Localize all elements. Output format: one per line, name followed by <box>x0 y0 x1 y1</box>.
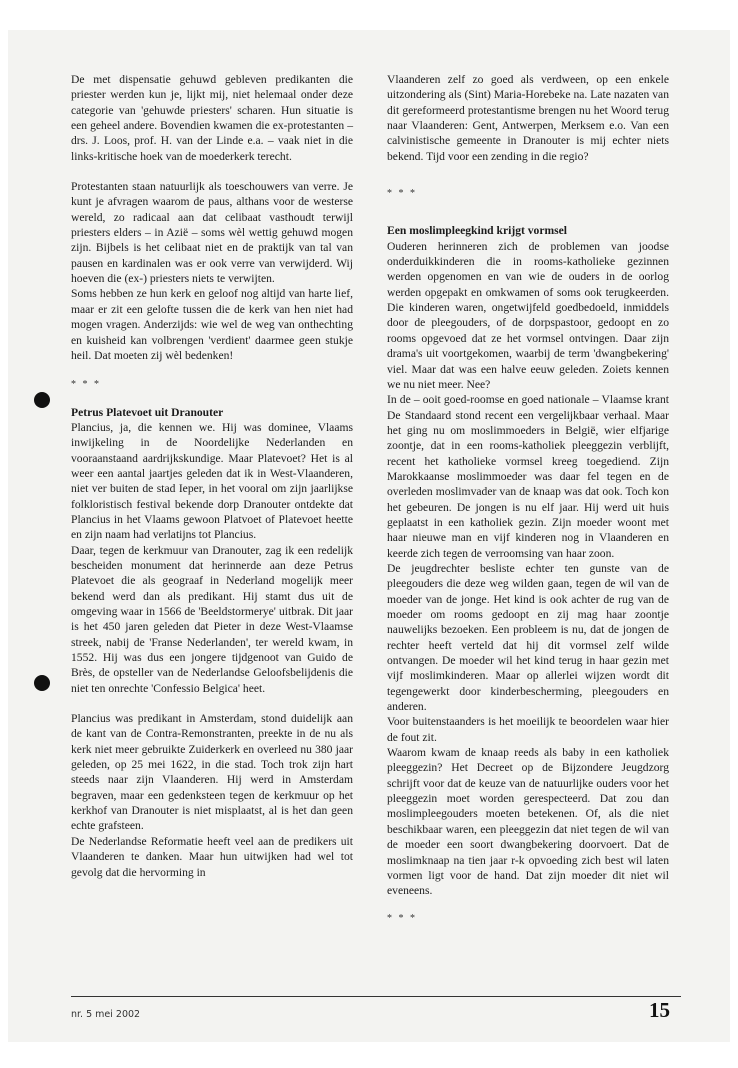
paragraph: Protestanten staan natuurlijk als toeschouwers van verre. Je kunt je afvragen waarom de paus, althans voor de westerse wereld, zo radicaal aan dat celibaat vasthoudt terwijl priesters elders – in Azië – soms wèl wettig gehuwd mogen zijn. Bijbels is het celibaat niet en de praktijk van tal van pausen en kardinalen was er ook verre van verwijderd. Wij hoeven die (ex-) priesters niets te verwijten. <box>71 180 353 286</box>
footer-divider <box>71 996 681 997</box>
right-column <box>387 72 669 938</box>
binder-hole-icon <box>34 392 50 408</box>
paragraph: De jeugdrechter besliste echter ten gunste van de pleegouders die deze weg wilden gaan, tegen de wil van de moeder van de jonge. Het kind is ook achter de rug van de moeder om rooms gedoopt en zij mag haar zoontje nauwelijks bezoeken. Een probleem is nu, dat de jongen de rechter heeft verteld dat hij dit vormsel zelf wilde ontvangen. De moeder wil het kind terug in haar gezin met vijf moslimkinderen. Maar op allerlei wijzen wordt dit tegengewerkt door kinderbescherming, pleegouders en anderen. <box>387 561 669 714</box>
paragraph: Waarom kwam de knaap reeds als baby in een katholiek pleeggezin? Het Decreet op de Bijzondere Jeugdzorg schrijft voor dat de keuze van de natuurlijke ouders voor het pleeggezin moet worden gerespecteerd. Dat zou dan moslimpleegouders moeten betekenen. Of, als die niet beschikbaar waren, een pleeggezin dat niet tegen de wil van de moeder een soort dwangbekering doorvoert. Dat de moslimknaap na tien jaar r-k opvoeding zich best wil laten vormen ligt voor de hand. Dat zijn moeder dit niet wil eveneens. <box>387 746 669 898</box>
paragraph: De met dispensatie gehuwd gebleven predikanten die priester werden kun je, lijkt mij, niet helemaal onder deze categorie van 'gehuwde priesters' scharen. Hun situatie is een geheel andere. Bovendien kwamen die ex-protestanten – drs. J. Loos, prof. H. van der Linde e.a. – vaak niet in die links-kritische hoek van de moederkerk terecht. <box>71 73 353 163</box>
section-heading: Petrus Platevoet uit Dranouter <box>71 405 224 419</box>
binder-hole-icon <box>34 675 50 691</box>
paragraph: Soms hebben ze hun kerk en geloof nog altijd van harte lief, maar er zit een gelofte tussen die de kerk van hen niet had mogen vragen. Anderzijds: wie wel de weg van onthechting en kuisheid kan volbrengen 'verdient' daarmee geen stukje heil. Dat moeten zij wèl bedenken! <box>71 287 353 362</box>
paragraph: De Nederlandse Reformatie heeft veel aan de predikers uit Vlaanderen te danken. Maar hun uitwijken had wel tot gevolg dat die hervorming in <box>71 834 353 879</box>
section-heading: Een moslimpleegkind krijgt vormsel <box>387 224 568 238</box>
left-column <box>71 72 353 880</box>
section-divider: * * * <box>387 188 417 200</box>
issue-label: nr. 5 mei 2002 <box>71 1009 141 1020</box>
paragraph: In de – ooit goed-roomse en goed nationale – Vlaamse krant De Standaard stond recent een vergelijkbaar verhaal. Maar het ging nu om moslimmoeders in België, wier elfjarige zoontje, dat in een rooms-katholiek pleeggezin verblijft, recent het katholieke vormsel kreeg toegediend. Zijn Marokkaanse moslimmoeder was daar fel tegen en de overleden moslimvader van de knaap was dat ook. Toch kon het gebeuren. De jongen is nu elf jaar. Hij werd uit huis geplaatst in een katholiek gezin. Zijn moeder woont met haar nieuwe man en vijf kinderen nog in Vlaanderen en keerde zich tegen de verroomsing van haar zoon. <box>387 393 669 560</box>
magazine-page <box>8 30 730 1042</box>
paragraph: Voor buitenstaanders is het moeilijk te beoordelen waar hier de fout zit. <box>387 715 669 744</box>
paragraph: Vlaanderen zelf zo goed als verdween, op een enkele uitzondering als (Sint) Maria-Horebeke na. Late nazaten van dit gereformeerd protestantisme brengen nu het Woord terug naar Vlaanderen: Gent, Antwerpen, Merksem e.o. Van een calvinistische gemeente in Dranouter is mij echter niets bekend. Tijd voor een zending in die regio? <box>387 73 669 163</box>
paragraph: Daar, tegen de kerkmuur van Dranouter, zag ik een redelijk bescheiden monument dat herinnerde aan deze Petrus Platevoet die als geograaf in Nederland mogelijk meer bekend werd dan als predikant. Hij stamt dus uit de omgeving waar in 1566 de 'Beeldstormerye' uitbrak. Dit jaar is het 450 jaren geleden dat Pieter in deze West-Vlaamse streek, nabij de 'Franse Nederlanden', ter wereld kwam, in 1552. Hij was dus een jongere tijdgenoot van Guido de Brès, de opsteller van de Nederlandse Geloofsbelijdenis die niet ten onrechte 'Confessio Belgica' heet. <box>71 543 353 695</box>
page-number: 15 <box>649 998 670 1022</box>
section-divider: * * * <box>387 912 417 924</box>
paragraph: Plancius was predikant in Amsterdam, stond duidelijk aan de kant van de Contra-Remonstranten, preekte in de nu als kerk niet meer gebruikte Zuiderkerk en overleed nu 380 jaar geleden, op 25 mei 1622, in die stad. Toch trok zijn hart steeds naar zijn Vlaanderen. Hij werd in Amsterdam begraven, maar een gedenksteen tegen de kerkmuur op het kerkhof van Dranouter is niet misplaatst, al is het dan geen echte grafsteen. <box>71 712 353 833</box>
paragraph: Plancius, ja, die kennen we. Hij was dominee, Vlaams inwijkeling in de Noordelijke Nederlanden en vooraanstaand aardrijkskundige. Maar Platevoet? Het is al weer een aantal jaartjes geleden dat ik in West-Vlaanderen, niet ver buiten de stad Ieper, in het vooral om zijn jaarlijkse folkloristisch festival bekende dorp Dranouter ontdekte dat Plancius in het Vlaams gewoon Platvoet of Platevoet heette en zijn naam had verlatijns tot Plancius. <box>71 420 353 542</box>
section-divider: * * * <box>71 379 101 391</box>
paragraph: Ouderen herinneren zich de problemen van joodse onderduikkinderen die in rooms-katholieke gezinnen werden opgenomen en van wie de ouders in de oorlog werden opgepakt en omkwamen of soms ook terugkeerden. Die kinderen waren, ongetwijfeld goedbedoeld, inmiddels door de pleegouders, of de dorpspastoor, gedoopt en zo rooms opgevoed dat ze het vormsel ontvingen. Daar zijn drama's uit voortgekomen, waarbij de term 'dwangbekering' viel. Maar dat was een halve eeuw geleden. Zoiets kennen we nu niet meer. Nee? <box>387 239 669 391</box>
